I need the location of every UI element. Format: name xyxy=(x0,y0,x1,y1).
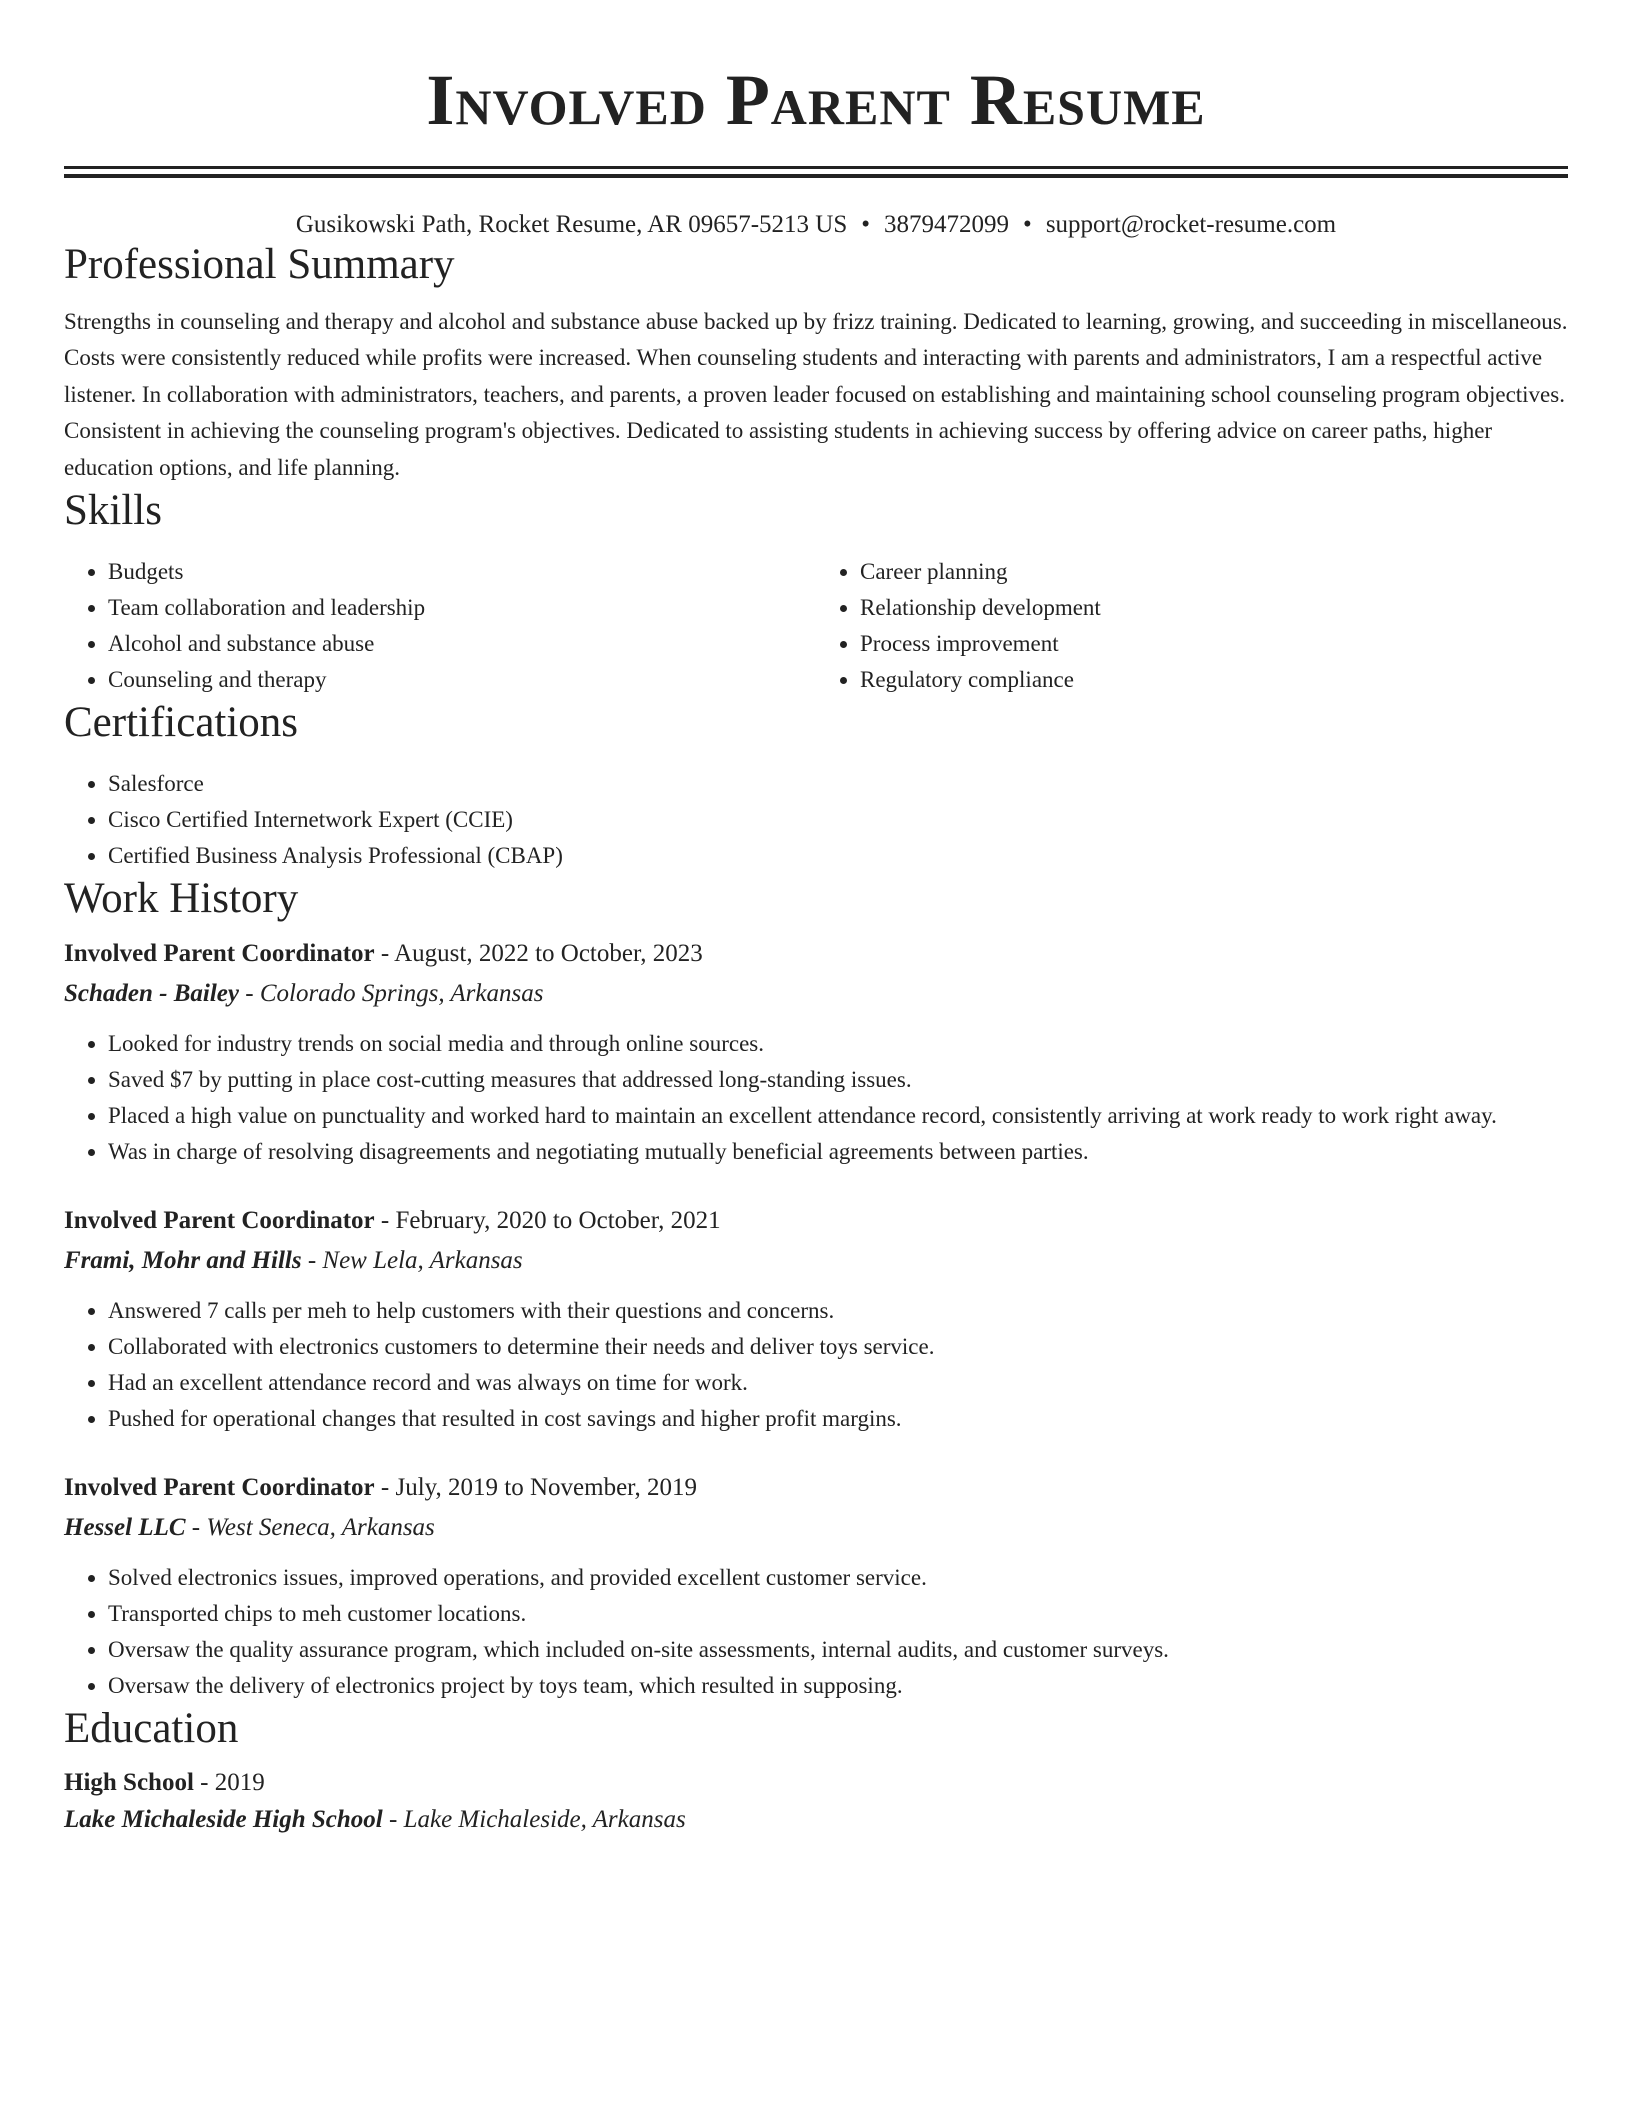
skill-item: • Regulatory compliance xyxy=(860,662,1568,698)
skills-column-right xyxy=(816,554,1568,698)
job-bullet: • Looked for industry trends on social media and through online sources. xyxy=(108,1026,1568,1062)
job-bullet-list xyxy=(64,1293,1568,1437)
job-title: Involved Parent Coordinator xyxy=(64,940,375,968)
job-dash: - xyxy=(374,940,395,968)
job-bullet-list xyxy=(64,1026,1568,1170)
contact-separator: • xyxy=(1023,211,1032,238)
skills-list xyxy=(64,554,1568,698)
job-company: Schaden - Bailey xyxy=(64,980,239,1008)
skill-item: • Budgets xyxy=(108,554,816,590)
title-divider-bottom xyxy=(64,174,1568,178)
resume-page xyxy=(64,0,1568,1838)
job-bullet: • Was in charge of resolving disagreements and negotiating mutually beneficial agreements between parties. xyxy=(108,1134,1568,1170)
skill-item: • Career planning xyxy=(860,554,1568,590)
job-bullet: • Had an excellent attendance record and was always on time for work. xyxy=(108,1365,1568,1401)
summary-heading: Professional Summary xyxy=(64,241,455,288)
job-bullet-list xyxy=(64,1560,1568,1704)
job-dash: - xyxy=(374,1474,396,1502)
job-title-line xyxy=(64,934,1568,974)
job-title: Involved Parent Coordinator xyxy=(64,1474,375,1502)
education-school-line xyxy=(64,1801,1568,1838)
job-bullet: • Placed a high value on punctuality and worked hard to maintain an excellent attendance record, consistently arriving at work ready to work right away. xyxy=(108,1098,1568,1134)
certifications-heading: Certifications xyxy=(64,699,299,747)
education-year: 2019 xyxy=(214,1769,265,1797)
job-bullet: • Saved $7 by putting in place cost-cutting measures that addressed long-standing issues. xyxy=(108,1062,1568,1098)
job-bullet: • Solved electronics issues, improved operations, and provided excellent customer service. xyxy=(108,1560,1568,1596)
education-dash: - xyxy=(193,1769,215,1797)
job-dash: - xyxy=(239,980,260,1008)
education-school: Lake Michaleside High School xyxy=(64,1806,383,1834)
job-location: Colorado Springs, Arkansas xyxy=(259,980,544,1008)
job-dash: - xyxy=(185,1514,207,1542)
certifications-list xyxy=(64,766,1568,874)
job-company-line xyxy=(64,1508,1568,1548)
education-heading: Education xyxy=(64,1705,239,1753)
job-dates: July, 2019 to November, 2019 xyxy=(395,1474,697,1502)
skills-column-left xyxy=(64,554,816,698)
job-company-line xyxy=(64,1241,1568,1281)
job-bullet: • Answered 7 calls per meh to help customers with their questions and concerns. xyxy=(108,1293,1568,1329)
education-degree: High School xyxy=(64,1769,194,1797)
job-dash: - xyxy=(301,1247,323,1275)
skill-item: • Relationship development xyxy=(860,590,1568,626)
job-title-line xyxy=(64,1201,1568,1241)
job-company: Hessel LLC xyxy=(64,1514,186,1542)
job-entry xyxy=(64,1468,1568,1704)
skill-item: • Counseling and therapy xyxy=(108,662,816,698)
summary-text: Strengths in counseling and therapy and alcohol and substance abuse backed up by frizz training. Dedicated to learning, growing, and succeeding in miscellaneous. Costs were consistently reduced while profits were increased. When counseling students and interacting with parents and administrators, I am a respectful active listener. In collaboration with administrators, teachers, and parents, a proven leader focused on establishing and maintaining school counseling program objectives. Consistent in achieving the counseling program's objectives. Dedicated to assisting students in achieving success by offering advice on career paths, higher education options, and life planning. xyxy=(64,309,1568,480)
work-history-heading: Work History xyxy=(64,875,299,923)
education-degree-line xyxy=(64,1764,1568,1801)
job-title: Involved Parent Coordinator xyxy=(64,1207,375,1235)
contact-address: Gusikowski Path, Rocket Resume, AR 09657-5213 US xyxy=(295,211,848,238)
resume-title: Involved Parent Resume xyxy=(426,60,1206,140)
job-bullet: • Oversaw the delivery of electronics project by toys team, which resulted in supposing. xyxy=(108,1668,1568,1704)
job-location: New Lela, Arkansas xyxy=(322,1247,523,1275)
job-company: Frami, Mohr and Hills xyxy=(64,1247,302,1275)
contact-email: support@rocket-resume.com xyxy=(1045,211,1337,238)
contact-separator: • xyxy=(861,211,871,238)
job-dash: - xyxy=(374,1207,396,1235)
job-title-line xyxy=(64,1468,1568,1508)
contact-phone: 3879472099 xyxy=(884,211,1010,238)
job-entry xyxy=(64,934,1568,1170)
skill-item: • Process improvement xyxy=(860,626,1568,662)
education-location: Lake Michaleside, Arkansas xyxy=(403,1806,686,1834)
job-bullet: • Transported chips to meh customer locations. xyxy=(108,1596,1568,1632)
skill-item: • Team collaboration and leadership xyxy=(108,590,816,626)
job-entry xyxy=(64,1201,1568,1437)
job-bullet: • Collaborated with electronics customers to determine their needs and deliver toys service. xyxy=(108,1329,1568,1365)
job-dates: February, 2020 to October, 2021 xyxy=(395,1207,721,1235)
certification-item: • Certified Business Analysis Professional (CBAP) xyxy=(108,838,1568,874)
job-bullet: • Oversaw the quality assurance program, which included on-site assessments, internal audits, and customer surveys. xyxy=(108,1632,1568,1668)
education-dash: - xyxy=(382,1806,404,1834)
job-company-line xyxy=(64,974,1568,1014)
job-bullet: • Pushed for operational changes that resulted in cost savings and higher profit margins. xyxy=(108,1401,1568,1437)
title-divider-top xyxy=(64,166,1568,169)
certification-item: • Cisco Certified Internetwork Expert (CCIE) xyxy=(108,802,1568,838)
contact-line xyxy=(64,210,1568,240)
certification-item: • Salesforce xyxy=(108,766,1568,802)
job-dates: August, 2022 to October, 2023 xyxy=(394,940,703,968)
skill-item: • Alcohol and substance abuse xyxy=(108,626,816,662)
skills-heading: Skills xyxy=(64,487,162,535)
job-location: West Seneca, Arkansas xyxy=(206,1514,435,1542)
